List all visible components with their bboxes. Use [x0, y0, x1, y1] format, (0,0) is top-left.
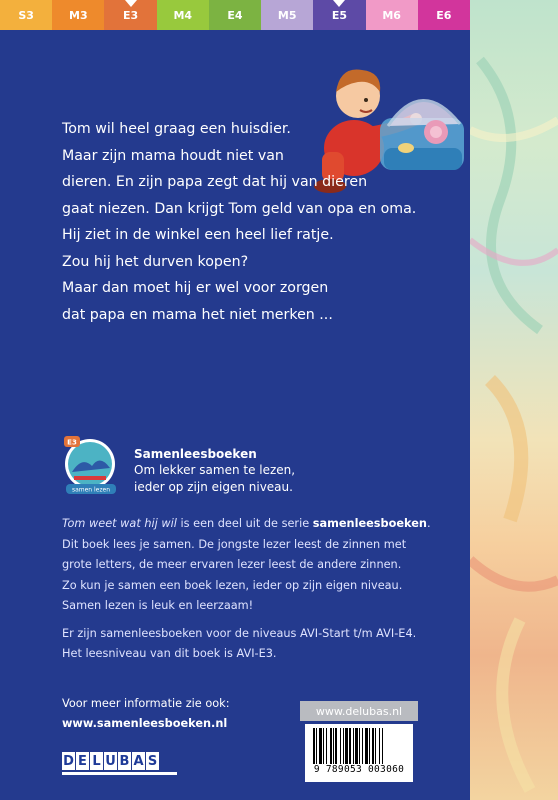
story-line: Maar zijn mama houdt niet van: [62, 147, 284, 164]
publisher-letter: E: [76, 752, 89, 770]
series-name: samenleesboeken: [312, 517, 427, 530]
description-end: .: [426, 517, 431, 530]
publisher-letter: B: [119, 753, 130, 769]
level-tab: [0, 0, 52, 30]
level-tab-label: E3: [122, 8, 139, 22]
website-link[interactable]: www.samenleesboeken.nl: [62, 717, 228, 730]
level-tab: [418, 0, 470, 30]
level-tab-label: E5: [331, 8, 347, 22]
isbn-number: 9 789053 003060: [313, 764, 405, 775]
publisher-logo-underline: [62, 772, 177, 775]
level-tab: [157, 0, 209, 30]
series-tagline-2: ieder op zijn eigen niveau.: [134, 480, 293, 494]
level-tab-label: M5: [277, 8, 297, 22]
description-line: Zo kun je samen een boek lezen, ieder op zijn eigen niveau.: [62, 578, 403, 592]
more-info: [62, 694, 230, 734]
story-line: Zou hij het durven kopen?: [62, 253, 249, 270]
level-tabs: [0, 0, 470, 30]
series-description: [62, 514, 452, 617]
samen-lezen-logo: [62, 436, 120, 496]
book-title: Tom weet wat hij wil: [62, 517, 177, 530]
more-info-label: Voor meer informatie zie ook:: [62, 697, 230, 710]
level-tab-label: E4: [227, 8, 243, 22]
level-tab: [52, 0, 104, 30]
story-line: Tom wil heel graag een huisdier.: [62, 121, 291, 137]
description-mid: is een deel uit de serie: [176, 517, 313, 530]
barcode-bar: [383, 728, 384, 764]
publisher-letter: D: [63, 753, 74, 769]
level-tab: [261, 0, 313, 30]
publisher-letter: S: [147, 753, 158, 769]
level-tab-label: M6: [382, 8, 401, 22]
painted-spine: [470, 0, 558, 800]
level-tab: [366, 0, 418, 30]
isbn-barcode: [305, 724, 413, 782]
avi-line-1: Er zijn samenleesboeken voor de niveaus AVI-Start t/m AVI-E4.: [62, 627, 417, 640]
description-line: Samen lezen is leuk en leerzaam!: [62, 599, 254, 612]
logo-label: samen lezen: [71, 486, 111, 494]
level-tab-label: S3: [18, 8, 34, 22]
publisher-url[interactable]: www.delubas.nl: [300, 701, 418, 721]
story-line: Hij ziet in de winkel een heel lief ratje.: [62, 227, 334, 243]
level-tab-label: M4: [173, 8, 193, 22]
avi-levels: [62, 624, 416, 664]
series-tagline-1: Om lekker samen te lezen,: [134, 463, 296, 477]
barcode-bars: [313, 728, 406, 764]
level-tab: [104, 0, 156, 30]
story-line: dat papa en mama het niet merken ...: [62, 306, 333, 323]
publisher-letter: L: [90, 752, 103, 770]
level-tab-label: M3: [69, 8, 88, 22]
publisher-logo: [62, 752, 160, 774]
painting-strokes: [470, 0, 558, 800]
level-tab: [209, 0, 261, 30]
description-line: Dit boek lees je samen. De jongste lezer leest de zinnen met: [62, 537, 407, 551]
story-blurb: [62, 116, 442, 328]
publisher-letter: A: [133, 753, 144, 769]
story-line: Maar dan moet hij er wel voor zorgen: [62, 280, 329, 296]
level-tab: [313, 0, 365, 30]
series-heading: Samenleesboeken: [134, 447, 257, 461]
description-line: grote letters, de meer ervaren lezer leest de andere zinnen.: [62, 558, 402, 571]
logo-badge: E3: [67, 438, 77, 447]
avi-line-2: Het leesniveau van dit boek is AVI-E3.: [62, 647, 277, 660]
description-first-line: [62, 514, 452, 535]
level-tab-label: E6: [436, 8, 452, 22]
story-line: gaat niezen. Dan krijgt Tom geld van opa en oma.: [62, 200, 417, 217]
story-line: dieren. En zijn papa zegt dat hij van dieren: [62, 174, 368, 190]
publisher-letter: U: [105, 753, 116, 769]
